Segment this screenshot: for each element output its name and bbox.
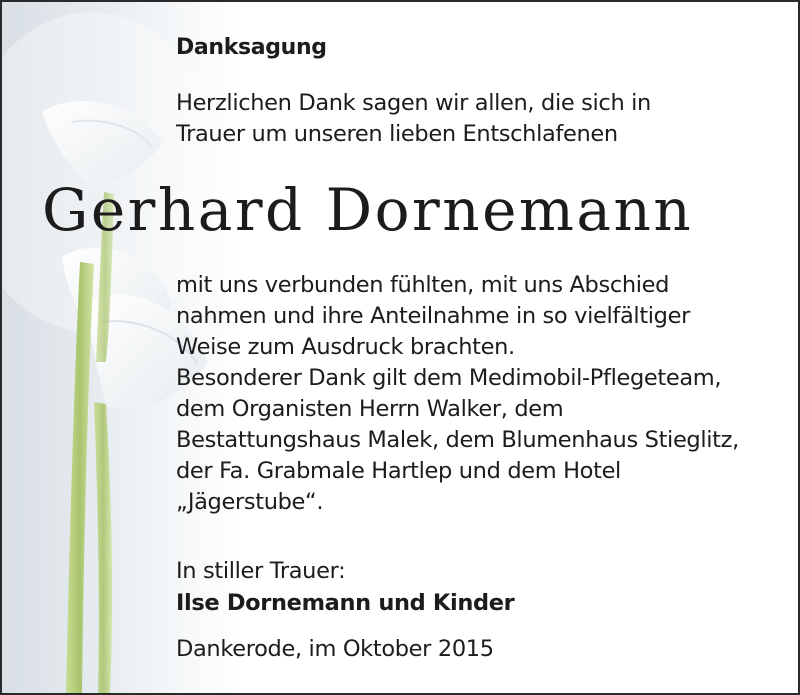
- body-line: der Fa. Grabmale Hartlep und dem Hotel: [176, 458, 621, 484]
- deceased-name: Gerhard Dornemann: [42, 176, 694, 244]
- intro-text: [176, 88, 786, 150]
- body-line: „Jägerstube“.: [176, 489, 324, 515]
- body-line: Besonderer Dank gilt dem Medimobil-Pflegeteam,: [176, 365, 722, 391]
- body-line: Bestattungshaus Malek, dem Blumenhaus Stieglitz,: [176, 427, 739, 453]
- body-line: Weise zum Ausdruck brachten.: [176, 334, 515, 360]
- body-line: nahmen und ihre Anteilnahme in so vielfältiger: [176, 303, 691, 329]
- intro-line: Herzlichen Dank sagen wir allen, die sich in: [176, 90, 651, 116]
- signers: Ilse Dornemann und Kinder: [176, 590, 515, 616]
- mourning-label: In stiller Trauer:: [176, 558, 346, 584]
- body-line: mit uns verbunden fühlten, mit uns Abschied: [176, 272, 670, 298]
- notice-heading: Danksagung: [176, 35, 327, 60]
- body-line: dem Organisten Herrn Walker, dem: [176, 396, 564, 422]
- thank-you-body: [176, 270, 786, 518]
- place-and-date: Dankerode, im Oktober 2015: [176, 636, 494, 662]
- intro-line: Trauer um unseren lieben Entschlafenen: [176, 121, 618, 147]
